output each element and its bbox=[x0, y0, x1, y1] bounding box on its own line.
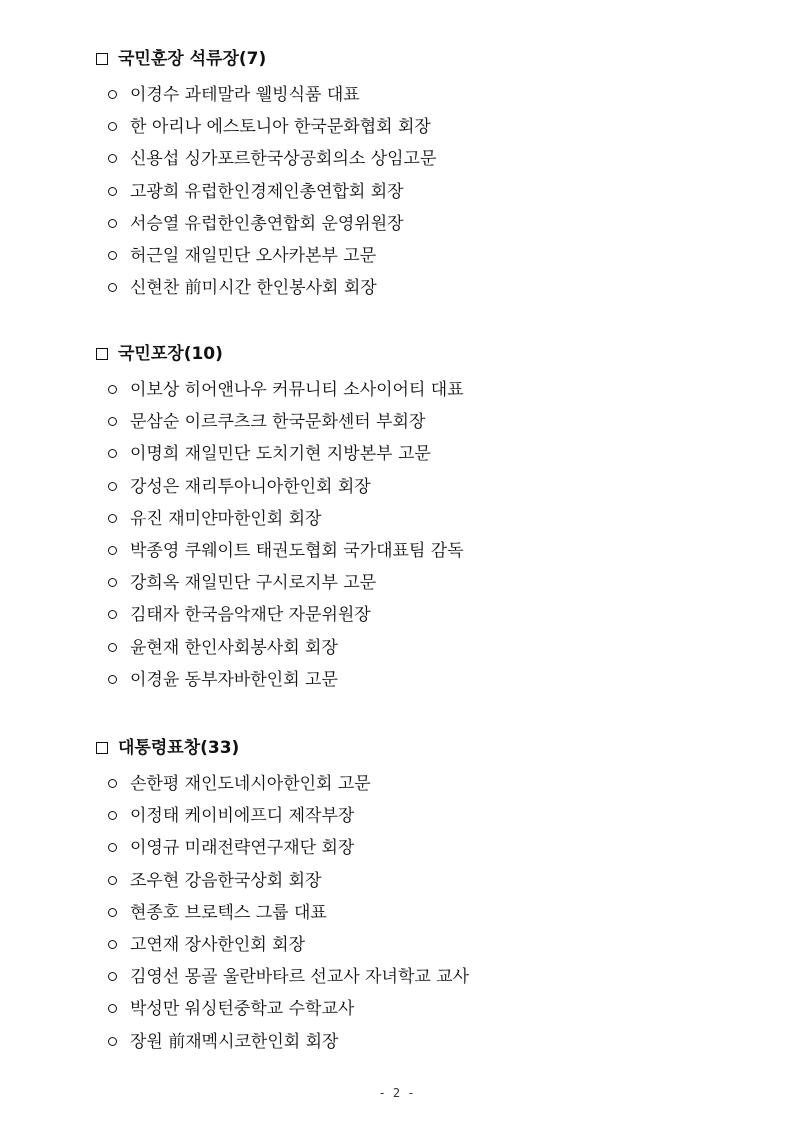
square-bullet-icon bbox=[96, 53, 108, 65]
section-title: 대통령표창(33) bbox=[118, 738, 240, 758]
recipient-text: 강희옥 재일민단 구시로지부 고문 bbox=[130, 573, 377, 594]
recipient-list bbox=[96, 79, 756, 304]
circle-bullet-icon bbox=[108, 940, 117, 949]
list-item bbox=[96, 374, 756, 406]
square-bullet-icon bbox=[96, 348, 108, 360]
list-item bbox=[96, 800, 756, 832]
circle-bullet-icon bbox=[108, 546, 117, 555]
list-item bbox=[96, 664, 756, 696]
list-item bbox=[96, 897, 756, 929]
list-item bbox=[96, 535, 756, 567]
list-item bbox=[96, 176, 756, 208]
section-title: 국민포장(10) bbox=[118, 344, 223, 364]
circle-bullet-icon bbox=[108, 251, 117, 260]
square-bullet-icon bbox=[96, 742, 108, 754]
circle-bullet-icon bbox=[108, 779, 117, 788]
recipient-list bbox=[96, 374, 756, 696]
circle-bullet-icon bbox=[108, 1004, 117, 1013]
recipient-text: 문삼순 이르쿠츠크 한국문화센터 부회장 bbox=[130, 412, 426, 433]
recipient-text: 이명희 재일민단 도치기현 지방본부 고문 bbox=[130, 444, 431, 465]
list-item bbox=[96, 406, 756, 438]
list-item bbox=[96, 143, 756, 175]
section-order-of-civil-merit-seongnyu bbox=[96, 47, 756, 304]
list-item bbox=[96, 111, 756, 143]
circle-bullet-icon bbox=[108, 283, 117, 292]
recipient-text: 조우현 강음한국상회 회장 bbox=[130, 870, 322, 891]
circle-bullet-icon bbox=[108, 843, 117, 852]
list-item bbox=[96, 240, 756, 272]
circle-bullet-icon bbox=[108, 972, 117, 981]
circle-bullet-icon bbox=[108, 578, 117, 587]
recipient-text: 허근일 재일민단 오사카본부 고문 bbox=[130, 245, 377, 266]
section-heading bbox=[96, 342, 756, 366]
circle-bullet-icon bbox=[108, 643, 117, 652]
recipient-text: 김영선 몽골 울란바타르 선교사 자녀학교 교사 bbox=[130, 967, 470, 988]
circle-bullet-icon bbox=[108, 482, 117, 491]
circle-bullet-icon bbox=[108, 122, 117, 131]
circle-bullet-icon bbox=[108, 811, 117, 820]
circle-bullet-icon bbox=[108, 514, 117, 523]
recipient-text: 장원 前재멕시코한인회 회장 bbox=[130, 1031, 339, 1052]
list-item bbox=[96, 599, 756, 631]
recipient-text: 박종영 쿠웨이트 태권도협회 국가대표팀 감독 bbox=[130, 540, 464, 561]
recipient-text: 신현찬 前미시간 한인봉사회 회장 bbox=[130, 278, 377, 299]
circle-bullet-icon bbox=[108, 417, 117, 426]
circle-bullet-icon bbox=[108, 908, 117, 917]
recipient-text: 유진 재미얀마한인회 회장 bbox=[130, 508, 322, 529]
section-title: 국민훈장 석류장(7) bbox=[118, 49, 267, 69]
list-item bbox=[96, 471, 756, 503]
list-item bbox=[96, 768, 756, 800]
list-item bbox=[96, 1026, 756, 1058]
circle-bullet-icon bbox=[108, 1037, 117, 1046]
recipient-text: 손한평 재인도네시아한인회 고문 bbox=[130, 774, 371, 794]
recipient-text: 이영규 미래전략연구재단 회장 bbox=[130, 838, 355, 859]
list-item bbox=[96, 832, 756, 864]
list-item bbox=[96, 993, 756, 1025]
list-item bbox=[96, 567, 756, 599]
list-item bbox=[96, 503, 756, 535]
recipient-text: 현종호 브로텍스 그룹 대표 bbox=[130, 902, 327, 923]
recipient-text: 이정태 케이비에프디 제작부장 bbox=[130, 806, 355, 827]
recipient-text: 이경윤 동부자바한인회 고문 bbox=[130, 669, 338, 690]
recipient-text: 강성은 재리투아니아한인회 회장 bbox=[130, 476, 371, 497]
list-item bbox=[96, 929, 756, 961]
recipient-text: 신용섭 싱가포르한국상공회의소 상임고문 bbox=[130, 149, 437, 170]
circle-bullet-icon bbox=[108, 610, 117, 619]
circle-bullet-icon bbox=[108, 90, 117, 99]
section-heading bbox=[96, 736, 756, 760]
list-item bbox=[96, 865, 756, 897]
recipient-list bbox=[96, 768, 756, 1058]
recipient-text: 한 아리나 에스토니아 한국문화협회 회장 bbox=[130, 117, 431, 138]
list-item bbox=[96, 79, 756, 111]
list-item bbox=[96, 961, 756, 993]
recipient-text: 윤현재 한인사회봉사회 회장 bbox=[130, 637, 338, 658]
recipient-text: 서승열 유럽한인총연합회 운영위원장 bbox=[130, 213, 404, 234]
list-item bbox=[96, 208, 756, 240]
list-item bbox=[96, 438, 756, 470]
recipient-text: 김태자 한국음악재단 자문위원장 bbox=[130, 605, 371, 626]
page-number: - 2 - bbox=[378, 1086, 415, 1100]
recipient-text: 고연재 장사한인회 회장 bbox=[130, 934, 306, 955]
recipient-text: 이보상 히어앤나우 커뮤니티 소사이어티 대표 bbox=[130, 380, 464, 400]
list-item bbox=[96, 272, 756, 304]
section-national-medal bbox=[96, 342, 756, 696]
recipient-text: 박성만 워싱턴중학교 수학교사 bbox=[130, 999, 355, 1020]
circle-bullet-icon bbox=[108, 876, 117, 885]
section-heading bbox=[96, 47, 756, 71]
circle-bullet-icon bbox=[108, 154, 117, 163]
recipient-text: 고광희 유럽한인경제인총연합회 회장 bbox=[130, 181, 404, 202]
section-presidential-citation bbox=[96, 736, 756, 1058]
recipient-text: 이경수 과테말라 웰빙식품 대표 bbox=[130, 85, 360, 105]
circle-bullet-icon bbox=[108, 385, 117, 394]
circle-bullet-icon bbox=[108, 449, 117, 458]
circle-bullet-icon bbox=[108, 187, 117, 196]
list-item bbox=[96, 632, 756, 664]
circle-bullet-icon bbox=[108, 219, 117, 228]
circle-bullet-icon bbox=[108, 675, 117, 684]
